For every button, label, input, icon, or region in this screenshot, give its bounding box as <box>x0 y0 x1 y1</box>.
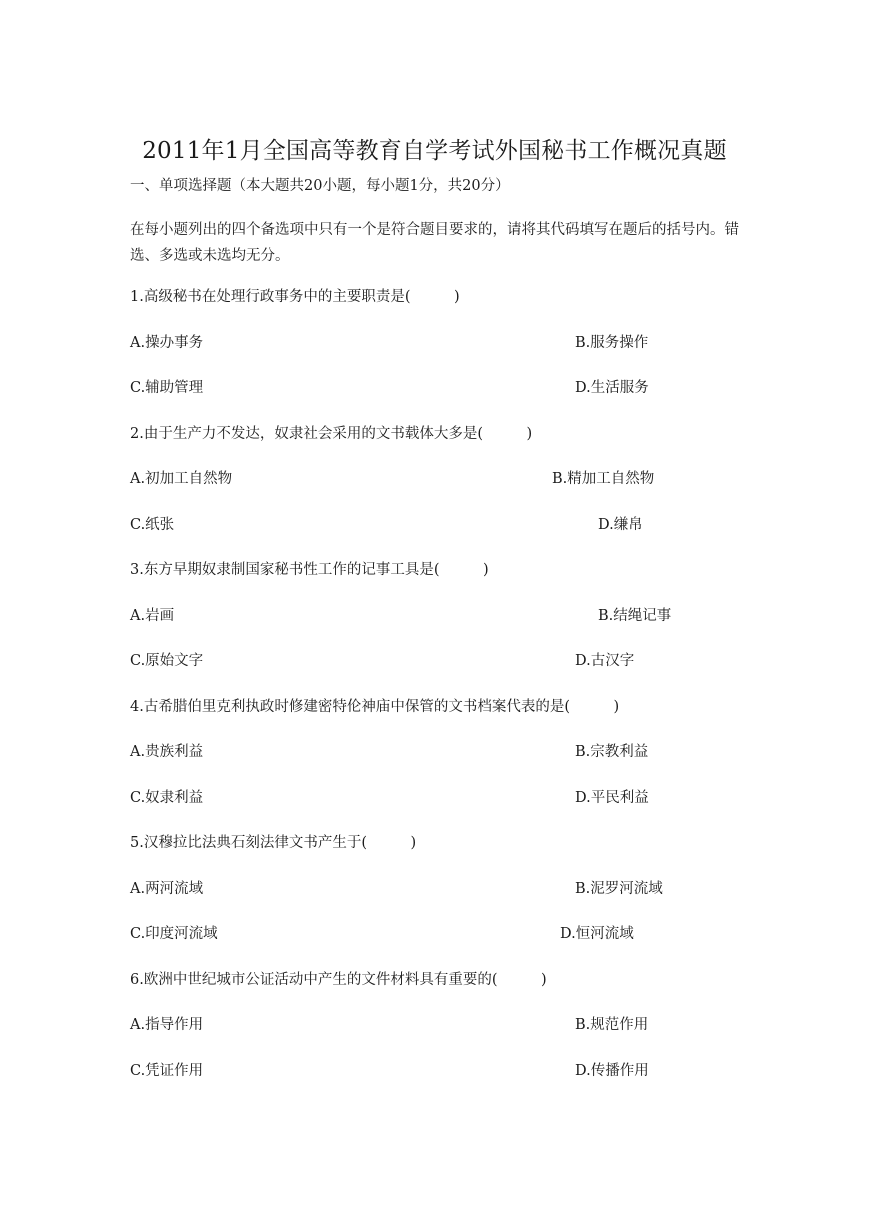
option-b: B.规范作用 <box>575 1017 649 1033</box>
option-a: A.两河流域 <box>130 881 204 897</box>
option-a: A.初加工自然物 <box>130 471 233 487</box>
option-c: C.原始文字 <box>130 653 204 669</box>
option-c: C.辅助管理 <box>130 380 204 396</box>
question-stem: 3.东方早期奴隶制国家秘书性工作的记事工具是( ) <box>130 562 489 578</box>
option-d: D.传播作用 <box>575 1063 649 1079</box>
question-stem: 6.欧洲中世纪城市公证活动中产生的文件材料具有重要的( ) <box>130 972 547 988</box>
option-b: B.服务操作 <box>575 335 649 351</box>
question-stem: 5.汉穆拉比法典石刻法律文书产生于( ) <box>130 835 417 851</box>
question-stem: 2.由于生产力不发达，奴隶社会采用的文书载体大多是( ) <box>130 426 533 442</box>
option-b: B.宗教利益 <box>575 744 649 760</box>
option-b: B.泥罗河流域 <box>575 881 663 897</box>
question-stem: 4.古希腊伯里克利执政时修建密特伦神庙中保管的文书档案代表的是( ) <box>130 699 620 715</box>
option-d: D.古汉字 <box>575 653 635 669</box>
option-b: B.结绳记事 <box>598 608 672 624</box>
option-d: D.缣帛 <box>598 517 643 533</box>
option-a: A.岩画 <box>130 608 175 624</box>
option-d: D.恒河流域 <box>560 926 634 942</box>
question-stem: 1.高级秘书在处理行政事务中的主要职责是( ) <box>130 289 460 305</box>
option-b: B.精加工自然物 <box>552 471 655 487</box>
option-d: D.生活服务 <box>575 380 649 396</box>
option-c: C.凭证作用 <box>130 1063 204 1079</box>
option-d: D.平民利益 <box>575 790 649 806</box>
option-a: A.指导作用 <box>130 1017 204 1033</box>
instructions-paragraph: 在每小题列出的四个备选项中只有一个是符合题目要求的，请将其代码填写在题后的括号内。错选、多选或未选均无分。 <box>130 222 739 264</box>
option-a: A.贵族利益 <box>130 744 204 760</box>
option-c: C.印度河流域 <box>130 926 218 942</box>
option-c: C.奴隶利益 <box>130 790 204 806</box>
option-c: C.纸张 <box>130 517 175 533</box>
document-title: 2011年1月全国高等教育自学考试外国秘书工作概况真题 <box>142 138 727 164</box>
option-a: A.操办事务 <box>130 335 204 351</box>
section-heading: 一、单项选择题（本大题共20小题，每小题1分，共20分） <box>130 178 510 194</box>
